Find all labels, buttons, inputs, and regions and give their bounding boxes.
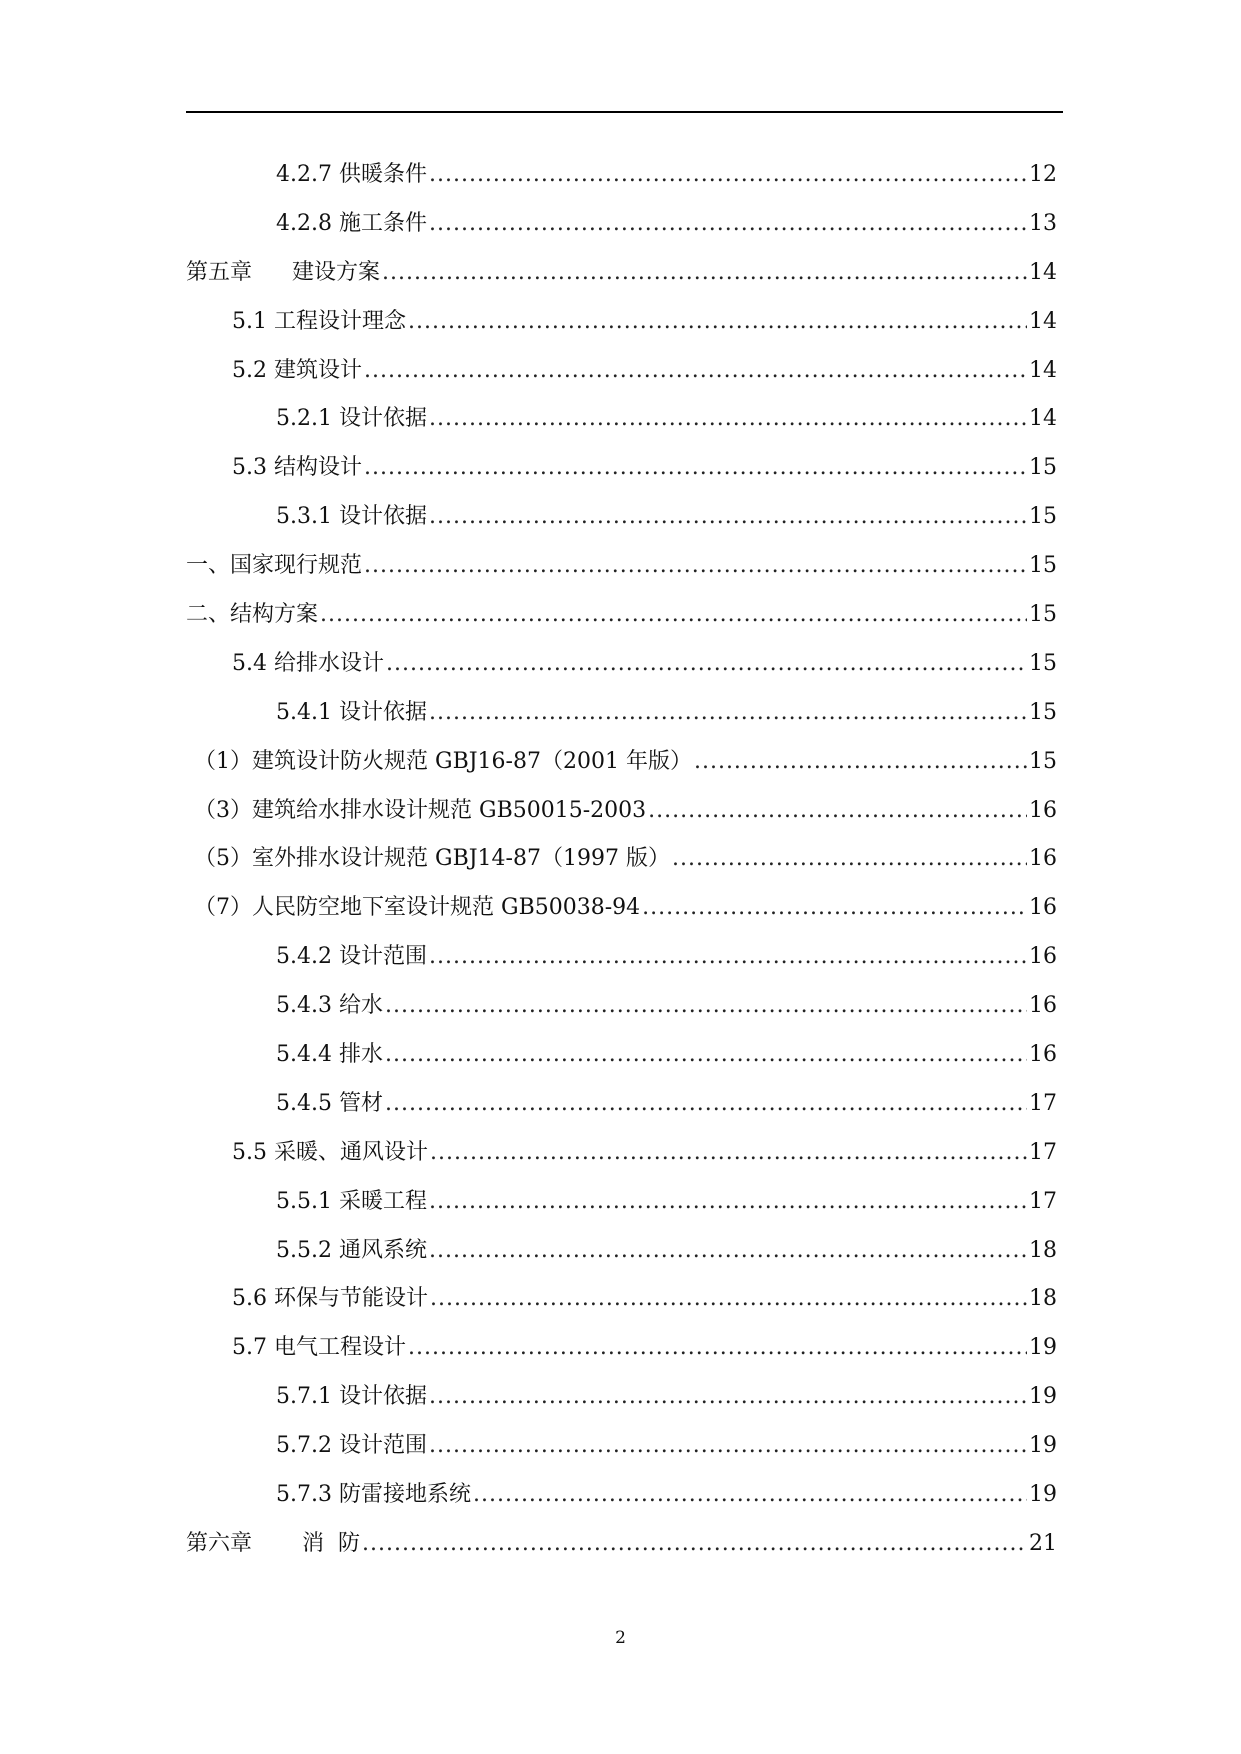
toc-dot-leader: [362, 1520, 1027, 1569]
toc-entry-title: （1）建筑设计防火规范 GBJ16-87（2001 年版）: [194, 748, 692, 774]
toc-page-number: 15: [1029, 748, 1057, 774]
toc-page-number: 21: [1029, 1530, 1057, 1556]
toc-page-number: 12: [1029, 162, 1057, 187]
toc-entry-title: [186, 249, 380, 298]
toc-dot-leader: [429, 493, 1027, 542]
toc-dot-leader: [429, 1227, 1027, 1276]
toc-entry[interactable]: [186, 151, 1057, 200]
toc-entry-title: 5.4.5 管材: [276, 1090, 383, 1116]
toc-chapter-title: 建设方案: [292, 259, 381, 285]
toc-entry[interactable]: [186, 1520, 1057, 1569]
toc-entry-title: 5.7.3 防雷接地系统: [276, 1482, 471, 1508]
toc-page-number: 16: [1029, 797, 1057, 823]
toc-dot-leader: [364, 347, 1027, 396]
toc-entry[interactable]: [186, 1080, 1057, 1129]
toc-entry-title: 5.4.1 设计依据: [276, 699, 427, 725]
toc-dot-leader: [642, 884, 1027, 933]
toc-entry-title: 5.4.4 排水: [276, 1042, 383, 1068]
toc-entry[interactable]: [186, 1227, 1057, 1276]
toc-entry-title: 5.3.1 设计依据: [276, 504, 427, 530]
toc-entry[interactable]: [186, 493, 1057, 542]
toc-chapter-label: 第六章: [186, 1530, 253, 1556]
toc-entry-title: （5）室外排水设计规范 GBJ14-87（1997 版）: [194, 846, 670, 872]
toc-page-number: 16: [1029, 895, 1057, 921]
toc-entry[interactable]: [186, 835, 1057, 884]
toc-page-number: 19: [1029, 1335, 1057, 1361]
toc-page-number: 14: [1029, 406, 1057, 432]
toc-dot-leader: [429, 933, 1027, 982]
toc-page-number: 14: [1029, 259, 1057, 285]
toc-page-number: 18: [1029, 1237, 1057, 1263]
toc-entry-title: 5.4 给排水设计: [232, 650, 384, 676]
toc-entry-title: 5.7.1 设计依据: [276, 1384, 427, 1410]
toc-entry-title: 5.3 结构设计: [232, 455, 362, 481]
toc-entry[interactable]: [186, 738, 1057, 787]
toc-entry-title: 5.2 建筑设计: [232, 357, 362, 383]
toc-dot-leader: [385, 1080, 1027, 1129]
toc-dot-leader: [429, 1373, 1027, 1422]
toc-entry[interactable]: [186, 1324, 1057, 1373]
toc-entry[interactable]: [186, 200, 1057, 249]
toc-entry[interactable]: [186, 1129, 1057, 1178]
toc-dot-leader: [429, 1422, 1027, 1471]
toc-page-number: 19: [1029, 1384, 1057, 1410]
toc-dot-leader: [385, 1031, 1027, 1080]
toc-entry[interactable]: [186, 591, 1057, 640]
toc-dot-leader: [386, 640, 1027, 689]
toc-dot-leader: [382, 249, 1027, 298]
toc-entry[interactable]: [186, 1373, 1057, 1422]
toc-entry-title: 5.5 采暖、通风设计: [232, 1139, 428, 1165]
toc-page-number: 16: [1029, 993, 1057, 1019]
toc-page-number: 16: [1029, 1042, 1057, 1068]
toc-page-number: 13: [1029, 210, 1057, 236]
toc-page-number: 15: [1029, 504, 1057, 530]
toc-page-number: 17: [1029, 1139, 1057, 1165]
toc-entry-title: （3）建筑给水排水设计规范 GB50015-2003: [194, 797, 647, 823]
toc-entry-title: 一、国家现行规范: [186, 553, 363, 579]
toc-page-number: 15: [1029, 602, 1057, 628]
toc-entry-title: 4.2.7 供暖条件: [276, 162, 427, 187]
toc-page-number: 17: [1029, 1188, 1057, 1214]
toc-entry-title: 5.5.2 通风系统: [276, 1237, 427, 1263]
toc-dot-leader: [320, 591, 1027, 640]
toc-entry-title: 5.4.3 给水: [276, 993, 383, 1019]
toc-dot-leader: [430, 1129, 1027, 1178]
table-of-contents: [186, 151, 1057, 1569]
toc-entry-title: 5.1 工程设计理念: [232, 308, 406, 334]
toc-page-number: 19: [1029, 1433, 1057, 1459]
toc-page-number: 14: [1029, 308, 1057, 334]
toc-page-number: 18: [1029, 1286, 1057, 1312]
toc-dot-leader: [364, 542, 1027, 591]
toc-entry-title: 5.2.1 设计依据: [276, 406, 427, 432]
toc-chapter-title: 消 防: [302, 1530, 361, 1556]
toc-entry-title: 二、结构方案: [186, 602, 319, 628]
toc-dot-leader: [473, 1471, 1027, 1520]
toc-entry[interactable]: [186, 542, 1057, 591]
toc-dot-leader: [694, 738, 1027, 787]
toc-entry[interactable]: [186, 1471, 1057, 1520]
toc-dot-leader: [429, 200, 1027, 249]
toc-entry[interactable]: [186, 933, 1057, 982]
toc-page-number: 15: [1029, 699, 1057, 725]
toc-dot-leader: [430, 1275, 1027, 1324]
toc-page-number: 17: [1029, 1090, 1057, 1116]
toc-entry[interactable]: [186, 1275, 1057, 1324]
toc-page-number: 14: [1029, 357, 1057, 383]
toc-entry[interactable]: [186, 249, 1057, 298]
toc-entry[interactable]: [186, 689, 1057, 738]
toc-entry-title: 5.7.2 设计范围: [276, 1433, 427, 1459]
toc-entry[interactable]: [186, 1178, 1057, 1227]
toc-page-number: 19: [1029, 1482, 1057, 1508]
toc-page-number: 16: [1029, 846, 1057, 872]
toc-dot-leader: [429, 1178, 1027, 1227]
toc-dot-leader: [364, 444, 1027, 493]
toc-entry-title: 5.7 电气工程设计: [232, 1335, 406, 1361]
toc-dot-leader: [672, 835, 1027, 884]
toc-dot-leader: [648, 787, 1027, 836]
toc-entry-title: 5.4.2 设计范围: [276, 944, 427, 970]
toc-entry[interactable]: [186, 640, 1057, 689]
toc-page-number: 15: [1029, 553, 1057, 579]
toc-entry[interactable]: [186, 1422, 1057, 1471]
toc-page-number: 15: [1029, 650, 1057, 676]
toc-dot-leader: [429, 395, 1027, 444]
toc-entry[interactable]: [186, 395, 1057, 444]
toc-entry[interactable]: [186, 1031, 1057, 1080]
toc-entry-title: 5.5.1 采暖工程: [276, 1188, 427, 1214]
toc-entry[interactable]: [186, 884, 1057, 933]
page-number: 2: [615, 1628, 626, 1648]
toc-dot-leader: [408, 298, 1027, 347]
toc-dot-leader: [385, 982, 1027, 1031]
toc-dot-leader: [429, 151, 1027, 200]
toc-entry[interactable]: [186, 347, 1057, 396]
toc-dot-leader: [408, 1324, 1027, 1373]
toc-entry-title: （7）人民防空地下室设计规范 GB50038-94: [194, 895, 641, 921]
toc-entry-title: 5.6 环保与节能设计: [232, 1286, 428, 1312]
toc-entry[interactable]: [186, 982, 1057, 1031]
toc-entry-title: 4.2.8 施工条件: [276, 210, 427, 236]
toc-entry[interactable]: [186, 787, 1057, 836]
toc-chapter-label: 第五章: [186, 259, 253, 285]
toc-dot-leader: [429, 689, 1027, 738]
toc-entry-title: [186, 1520, 360, 1569]
toc-entry[interactable]: [186, 444, 1057, 493]
toc-entry[interactable]: [186, 298, 1057, 347]
header-rule: [186, 111, 1063, 113]
toc-page-number: 16: [1029, 944, 1057, 970]
toc-page-number: 15: [1029, 455, 1057, 481]
